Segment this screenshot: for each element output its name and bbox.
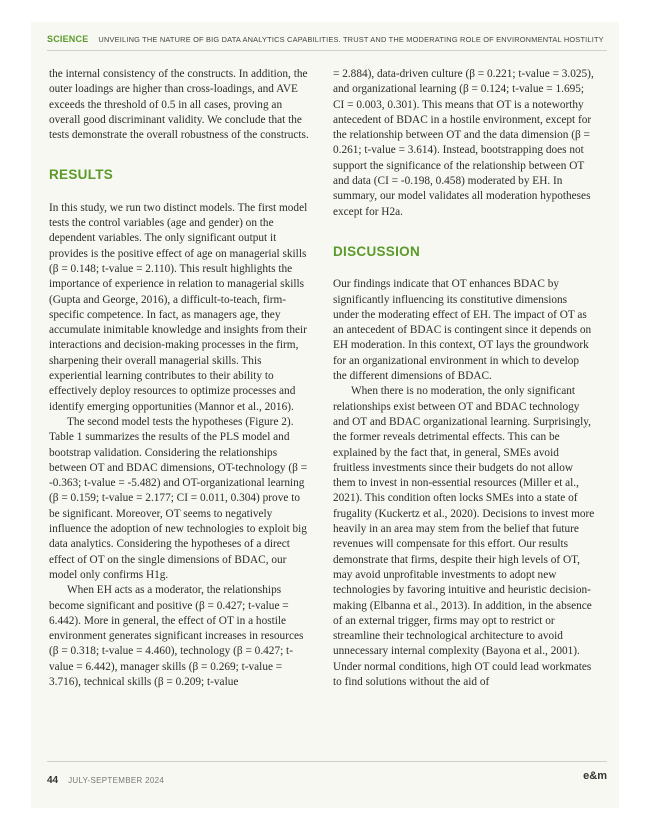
section-label: SCIENCE xyxy=(47,34,89,44)
issue-date: JULY-SEPTEMBER 2024 xyxy=(68,776,165,785)
journal-logo: e&m xyxy=(583,770,607,782)
intro-paragraph: the internal consistency of the constructs. In addition, the outer loadings are higher than cross-loadings, and AVE exceeds the threshold of 0.5 in all cases, proving an overall good discriminant validity. We conclude that the tests demonstrate the overall robustness of the constructs. xyxy=(49,68,309,142)
running-header xyxy=(47,34,607,48)
discussion-paragraph-2: When there is no moderation, the only significant relationships exist between OT and BDAC technology and OT and BDAC organizational learning. Surprisingly, the former reveals detrimental effects. This can be explained by the fact that, in general, SMEs avoid fruitless investments since their budgets do not allow them to invest in non-essential resources (Miller et al., 2021). This condition often locks SMEs into a state of frugality (Kuckertz et al., 2020). Decisions to invest more heavily in an area may stem from the belief that future revenues will compensate for this effort. Our results demonstrate that firms, despite their high levels of OT, may avoid unprofitable investments to adopt new technologies by favoring intuitive and heuristic decision-making (Elbanna et al., 2013). In addition, in the absence of an external trigger, firms may opt to restrict or streamline their technological architecture to avoid unnecessary internal complexity (Bayona et al., 2001). Under normal conditions, high OT could lead workmates to find solutions without the aid of xyxy=(333,385,595,688)
results-continuation: = 2.884), data-driven culture (β = 0.221; t-value = 3.025), and organizational learning (β = 0.124; t-value = 1.695; CI = 0.003, 0.301). This means that OT is a noteworthy antecedent of BDAC in a hostile environment, except for the relationship between OT and the data dimension (β = 0.261; t-value = 3.614). Instead, bootstrapping does not support the significance of the relationship between OT and data (CI = -0.198, 0.458) moderated by EH. In summary, our model validates all moderation hypotheses except for H2a. xyxy=(333,68,594,218)
page-number: 44 xyxy=(47,775,59,786)
discussion-paragraph-1: Our findings indicate that OT enhances BDAC by significantly influencing its constitutive dimensions under the moderating effect of EH. The impact of OT as an antecedent of BDAC is contingent since it depends on EH moderation. In this context, OT lays the groundwork for an organizational environment in which to develop the different dimensions of BDAC. xyxy=(333,278,592,383)
article-running-title: UNVEILING THE NATURE OF BIG DATA ANALYTICS CAPABILITIES. TRUST AND THE MODERATING ROLE OF ENVIRONMENTAL HOSTILITY xyxy=(98,35,604,44)
journal-page xyxy=(31,22,619,808)
results-paragraph-3: When EH acts as a moderator, the relationships become significant and positive (β = 0.427; t-value = 6.442). More in general, the effect of OT in a hostile environment generates significant increases in resources (β = 0.318; t-value = 4.460), technology (β = 0.427; t-value = 6.442), manager skills (β = 0.269; t-value = 3.716), technical skills (β = 0.209; t-value xyxy=(49,584,304,688)
header-divider xyxy=(47,50,607,51)
discussion-heading: DISCUSSION xyxy=(333,243,421,259)
page-footer xyxy=(47,770,607,784)
footer-divider xyxy=(47,761,607,762)
results-paragraph-2: The second model tests the hypotheses (Figure 2). Table 1 summarizes the results of the PLS model and bootstrap validation. Considering the relationships between OT and BDAC dimensions, OT-technology (β = -0.363; t-value = -5.482) and OT-organizational learning (β = 0.159; t-value = 2.177; CI = 0.011, 0.304) prove to be significant. Moreover, OT seems to negatively influence the adoption of new technologies to exploit big data analytics. Considering the hypotheses of a direct effect of OT on the single dimensions of BDAC, our model only confirms H1g. xyxy=(49,415,308,581)
right-column xyxy=(333,67,595,690)
results-heading: RESULTS xyxy=(49,167,114,183)
results-paragraph-1: In this study, we run two distinct models. The first model tests the control variables (age and gender) on the dependent variables. The only significant output it provides is the positive effect of age on managerial skills (β = 0.148; t-value = 2.110). This result highlights the importance of experience in relation to managerial skills (Gupta and George, 2016), a difficult-to-teach, firm-specific competence. In fact, as managers age, they accumulate inimitable knowledge and insights from their interactions and decision-making processes in the firm, sharpening their overall managerial skills. This experiential learning contributes to their ability to effectively deploy resources to optimize processes and identify emerging opportunities (Mannor et al., 2016). xyxy=(49,201,308,413)
left-column xyxy=(49,67,311,690)
